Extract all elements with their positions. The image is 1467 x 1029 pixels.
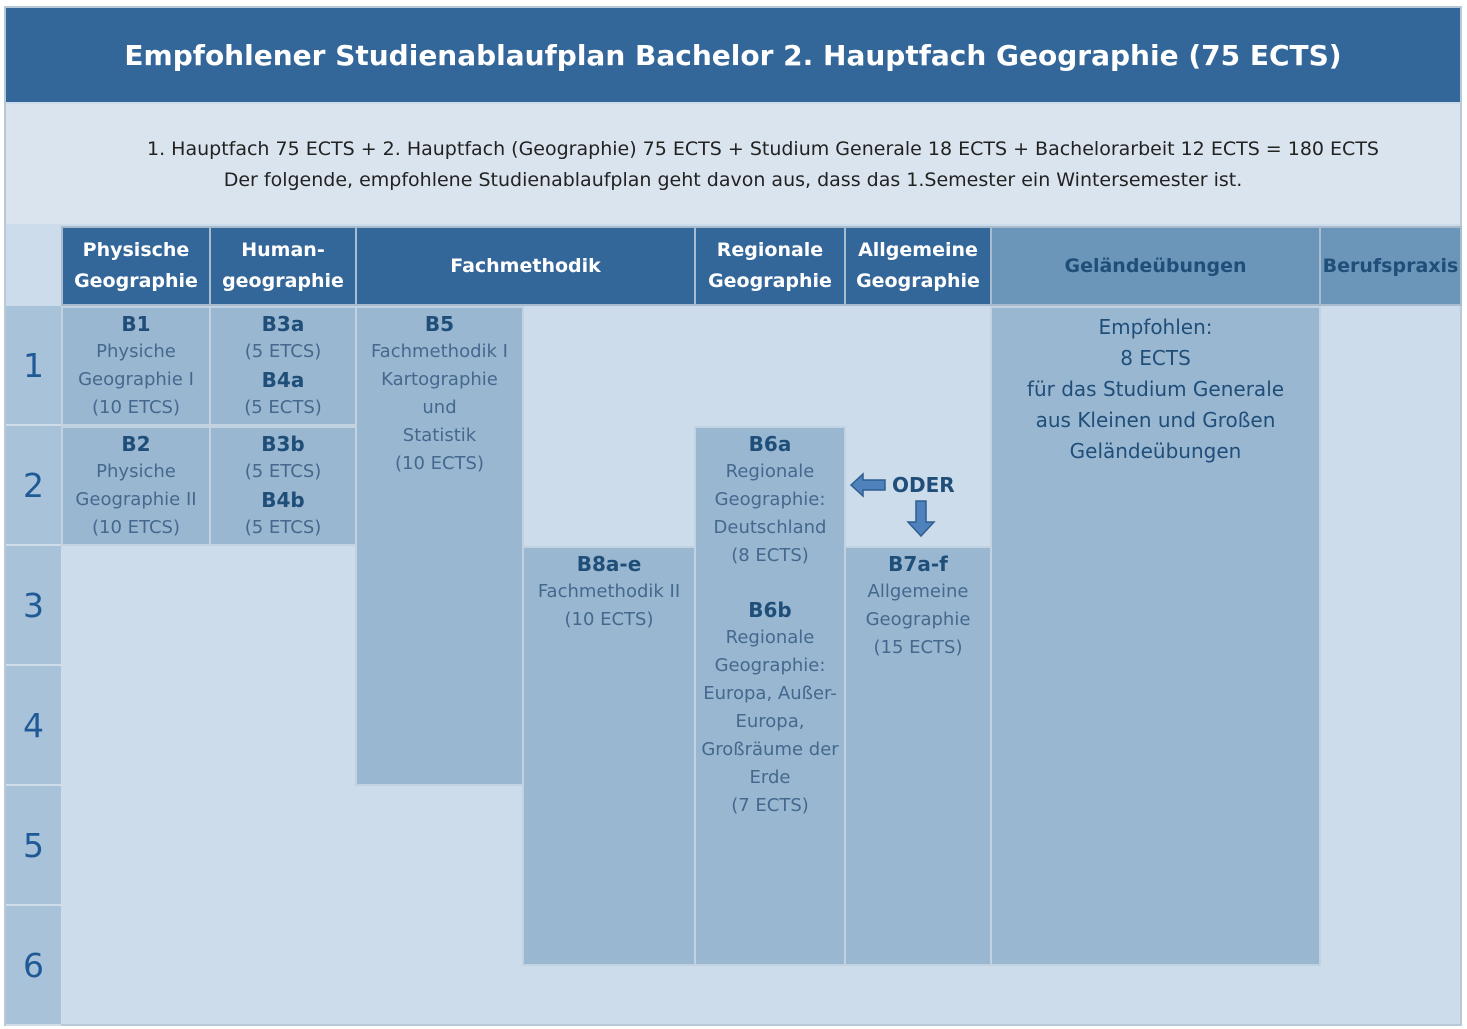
module-code: B1 bbox=[121, 312, 151, 336]
module-description: Fachmethodik II (10 ECTS) bbox=[537, 581, 681, 630]
column-header-regionale-geographie: Regionale Geographie bbox=[694, 226, 846, 306]
module-description: (5 ETCS) bbox=[244, 461, 322, 482]
module-code: B3a bbox=[261, 312, 305, 336]
module-b5 bbox=[355, 306, 524, 786]
module-code: B4b bbox=[261, 488, 305, 512]
module-b8a-e bbox=[522, 546, 696, 966]
ects-info bbox=[6, 104, 1460, 224]
semester-label-5: 5 bbox=[6, 786, 61, 906]
module-code: B6b bbox=[748, 598, 792, 622]
module-b6a-b6b bbox=[694, 426, 846, 966]
semester-label-1: 1 bbox=[6, 306, 61, 426]
page-title: Empfohlener Studienablaufplan Bachelor 2. Hauptfach Geographie (75 ECTS) bbox=[6, 8, 1460, 102]
module-code: B7a-f bbox=[888, 552, 948, 576]
module-code: B6a bbox=[748, 432, 792, 456]
semester-label-2: 2 bbox=[6, 426, 61, 546]
column-header-fachmethodik: Fachmethodik bbox=[355, 226, 696, 306]
semester-label-3: 3 bbox=[6, 546, 61, 666]
column-header-gelaendeuebungen: Geländeübungen bbox=[990, 226, 1321, 306]
column-header-humangeographie: Human- geographie bbox=[209, 226, 357, 306]
module-description: Regionale Geographie: Europa, Außer- Europa, Großräume der Erde (7 ECTS) bbox=[701, 627, 839, 816]
semester-label-6: 6 bbox=[6, 906, 61, 1026]
module-description: (5 ETCS) bbox=[244, 517, 322, 538]
column-header-berufspraxis: Berufspraxis bbox=[1319, 226, 1462, 306]
module-description: Allgemeine Geographie (15 ECTS) bbox=[865, 581, 971, 658]
module-b2 bbox=[61, 426, 211, 546]
module-b3b-b4b bbox=[209, 426, 357, 546]
semester-label-4: 4 bbox=[6, 666, 61, 786]
module-b1 bbox=[61, 306, 211, 426]
module-b3a-b4a bbox=[209, 306, 357, 426]
module-gelaendeuebungen bbox=[990, 306, 1321, 966]
arrow-down-icon bbox=[906, 500, 936, 538]
module-code: B8a-e bbox=[576, 552, 642, 576]
module-code: B4a bbox=[261, 368, 305, 392]
module-description: (5 ETCS) bbox=[244, 341, 322, 362]
oder-label: ODER bbox=[892, 473, 955, 497]
semester-note-line: Der folgende, empfohlene Studienablaufplan geht davon aus, dass das 1.Semester ein Wintersemester ist. bbox=[223, 169, 1243, 191]
module-description: Fachmethodik I Kartographie und Statistik (10 ECTS) bbox=[370, 341, 508, 474]
module-description: Physiche Geographie II (10 ETCS) bbox=[75, 461, 197, 538]
module-code: B3b bbox=[261, 432, 305, 456]
module-b7a-f bbox=[844, 546, 992, 966]
module-code: B2 bbox=[121, 432, 151, 456]
module-description: Physiche Geographie I (10 ETCS) bbox=[78, 341, 194, 418]
ects-sum-line: 1. Hauptfach 75 ECTS + 2. Hauptfach (Geographie) 75 ECTS + Studium Generale 18 ECTS + Bachelorarbeit 12 ECTS = 180 ECTS bbox=[147, 138, 1379, 160]
column-header-physische-geographie: Physische Geographie bbox=[61, 226, 211, 306]
module-code: B5 bbox=[424, 312, 455, 336]
module-description: (5 ECTS) bbox=[244, 397, 322, 418]
column-header-allgemeine-geographie: Allgemeine Geographie bbox=[844, 226, 992, 306]
module-description: Empfohlen: 8 ECTS für das Studium Generale aus Kleinen und Großen Geländeübungen bbox=[1026, 315, 1285, 463]
module-description: Regionale Geographie: Deutschland (8 ECTS) bbox=[713, 461, 827, 566]
arrow-left-icon bbox=[850, 472, 888, 498]
